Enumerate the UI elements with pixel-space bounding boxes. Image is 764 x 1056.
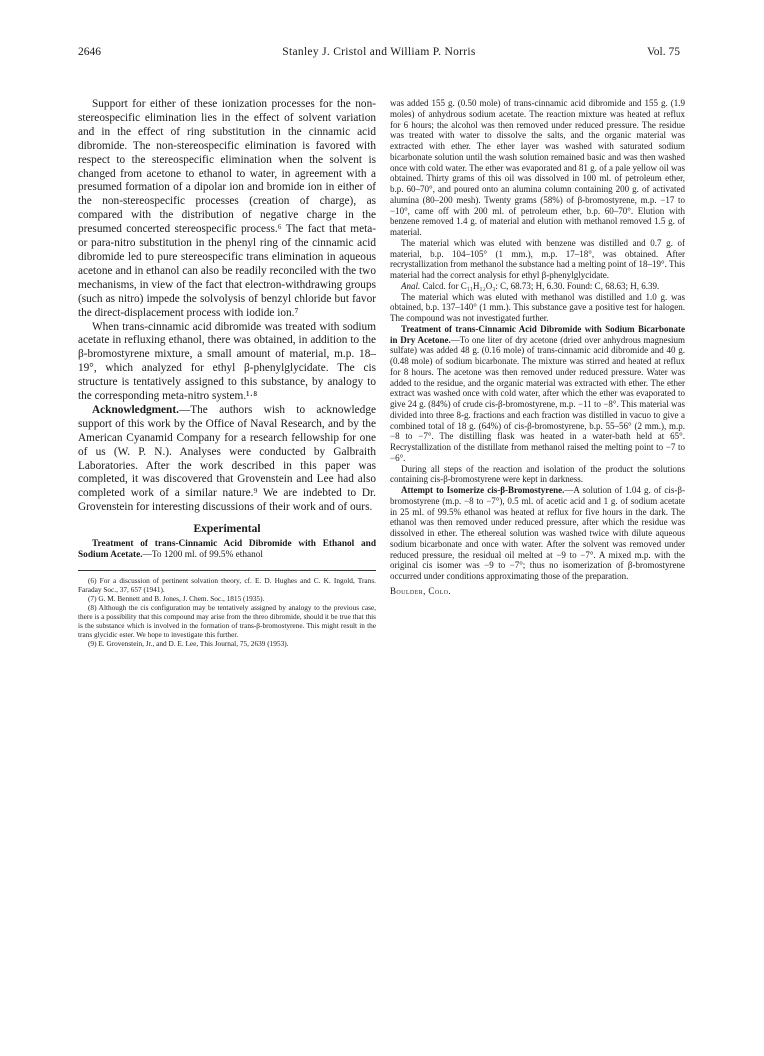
location-signoff: Boulder, Colo. <box>390 585 452 596</box>
footnote-8: (8) Although the cis configuration may be tentatively assigned by analogy to the previous case, there is a possibility that this compound may arise from the threo dibromide, should it be true that this is the substance which is involved in the formation of trans-β-bromostyrene. This might result in the trans glycidic ester. We hope to investigate this further. <box>78 602 376 639</box>
body-paragraph-glycidate: When trans-cinnamic acid dibromide was treated with sodium acetate in refluxing ethanol, there was obtained, in addition to the β-bromostyrene mixture, a small amount of material, m.p. 18–19°, which analyzed for ethyl β-phenylglycidate. The cis structure is tentatively assigned to this substance, by analogy to the corresponding meta-nitro system.¹·⁸ <box>78 320 376 403</box>
left-column <box>78 98 376 648</box>
experimental-subheading-2: Treatment of trans-Cinnamic Acid Dibromide with Sodium Bicarbonate in Dry Acetone. <box>390 323 685 345</box>
experimental-subheading-1: Treatment of trans-Cinnamic Acid Dibromide with Ethanol and Sodium Acetate. <box>78 539 376 561</box>
footnote-6: (6) For a discussion of pertinent solvation theory, cf. E. D. Hughes and C. K. Ingold, Trans. Faraday Soc., 37, 657 (1941). <box>78 575 376 594</box>
analysis-line <box>390 281 685 292</box>
page-number: 2646 <box>78 46 101 58</box>
experimental-paragraph-2 <box>390 324 685 464</box>
footnote-9: (9) E. Grovenstein, Jr., and D. E. Lee, This Journal, 75, 2639 (1953). <box>88 638 289 648</box>
running-header <box>78 46 680 64</box>
benzene-eluate-paragraph: The material which was eluted with benzene was distilled and 0.7 g. of material, b.p. 104–105° (1 mm.), m.p. 17–18°, was obtained. After recrystallization from methanol the substance had a melting point of 18–19°. This material had the correct analysis for ethyl β-phenylglycidate. <box>390 237 685 280</box>
experimental-paragraph-continued: was added 155 g. (0.50 mole) of trans-cinnamic acid dibromide and 155 g. (1.9 moles) of anhydrous sodium acetate. The reaction mixture was heated at reflux for 6 hours; the alcohol was then removed under reduced pressure. The residue was treated with water to dissolve the salts, and the organic material was extracted with ether. The ether layer was washed with saturated sodium bicarbonate solution until the wash solution remained basic and was then washed once with cold water. The ether was evaporated and 81 g. of a pale yellow oil was obtained. Thirty grams of this oil was dissolved in 100 ml. of petroleum ether, b.p. 60–70°, and poured onto an alumina column containing 200 g. of activated alumina (80–200 mesh). Twenty grams (58%) of β-bromostyrene, m.p. −17 to −10°, came off with 200 ml. of petroleum ether, b.p. 60–70°. Elution with benzene removed 1.4 g. of material and elution with methanol removed 1.5 g. of material. <box>390 98 685 237</box>
experimental-paragraph-1 <box>78 539 376 561</box>
experimental-paragraph-3 <box>390 485 685 582</box>
experimental-subheading-3: Attempt to Isomerize cis-β-Bromostyrene. <box>401 485 565 495</box>
body-paragraph-mechanism: Support for either of these ionization processes for the non-stereospecific elimination lies in the effect of solvent variation and in the effect of ring substitution in the cinnamic acid dibromide. The non-stereospecific elimination is favored with respect to the stereospecific elimination when the solvent is changed from acetone to ethanol to water, in agreement with a presumed formation of a dipolar ion and bromide ion in either of the non-stereospecific processes (creation of charge), as compared with the distribution of negative charge in the presumed concerted stereospecific process.⁶ The fact that meta- or para-nitro substitution in the phenyl ring of the cinnamic acid dibromide led to pure stereospecific trans elimination in aqueous acetone and in ethanol can also be readily reconciled with the two mechanisms, in view of the fact that electron-withdrawing groups (such as nitro) impede the solvolysis of benzyl chloride but favor the direct-displacement process with iodide ion.⁷ <box>78 98 376 319</box>
acknowledgment-paragraph <box>78 404 376 515</box>
footnotes <box>78 576 376 648</box>
experimental-heading: Experimental <box>193 523 261 536</box>
darkness-note-paragraph: During all steps of the reaction and isolation of the product the solutions containing cis-β-bromostyrene were kept in darkness. <box>390 463 685 485</box>
experimental-text-1: —To 1200 ml. of 99.5% ethanol <box>142 550 264 561</box>
volume-label: Vol. 75 <box>646 46 680 58</box>
methanol-eluate-paragraph: The material which was eluted with methanol was distilled and 1.0 g. was obtained, b.p. 137–140° (1 mm.). This substance gave a positive test for halogen. The compound was not investigated further. <box>390 291 685 323</box>
analysis-label: Anal. <box>401 280 421 291</box>
analysis-values: Calcd. for C₁₁H₁₂O₃: C, 68.73; H, 6.30. Found: C, 68.63; H, 6.39. <box>420 280 660 291</box>
acknowledgment-heading: Acknowledgment. <box>92 403 179 416</box>
running-authors: Stanley J. Cristol and William P. Norris <box>282 46 476 58</box>
right-column <box>390 98 685 596</box>
footnote-divider <box>78 570 376 571</box>
experimental-text-3: —A solution of 1.04 g. of cis-β-bromostyrene (m.p. −8 to −7°), 0.5 ml. of acetic acid and 1 g. of sodium acetate in 25 ml. of 99.5% ethanol was heated at reflux for five hours in the dark. The ethanol was then removed under reduced pressure, after which the residue was dissolved in ether. The ethereal solution was washed twice with dilute aqueous sodium bicarbonate and once with water. After the solvent was removed under reduced pressure, the residual oil melted at −9 to −7°. A mixed m.p. with the original cis isomer was −9 to −7°; thus no isomerization of β-bromostyrene occurred under conditions approximating those of the preparation. <box>390 485 686 581</box>
acknowledgment-text: —The authors wish to acknowledge support of this work by the Office of Naval Research, and by the American Cyanamid Company for a research fellowship for one of us (W. P. N.). Analyses were conducted by Galbraith Laboratories. After the work described in this paper was completed, it was discovered that Grovenstein and Lee had also completed work of a similar nature.⁹ We are indebted to Dr. Grovenstein for interesting discussions of their work and of ours. <box>78 403 376 514</box>
footnote-7: (7) G. M. Bennett and B. Jones, J. Chem. Soc., 1815 (1935). <box>88 593 265 603</box>
experimental-text-2: —To one liter of dry acetone (dried over anhydrous magnesium sulfate) was added 48 g. (0.16 mole) of trans-cinnamic acid dibromide and 40 g. (0.48 mole) of sodium bicarbonate. The mixture was stirred and heated at reflux for 8 hours. The acetone was then removed under reduced pressure. Water was added to the residue, and the organic material was extracted with ether. The ether extract was washed once with cold water, after which the ether was evaporated to give 24 g. (84%) of crude cis-β-bromostyrene, m.p. −11 to −8°. This material was divided into three 8-g. fractions and each fraction was distilled in vacuo to give a combined total of 18 g. (64%) of cis-β-bromostyrene, b.p. 55–56° (2 mm.), m.p. −8 to −7°. The distilling flask was heated in a water-bath held at 65°. Recrystallization of the distillate from methanol raised the melting point to −7 to −6°. <box>390 334 685 463</box>
